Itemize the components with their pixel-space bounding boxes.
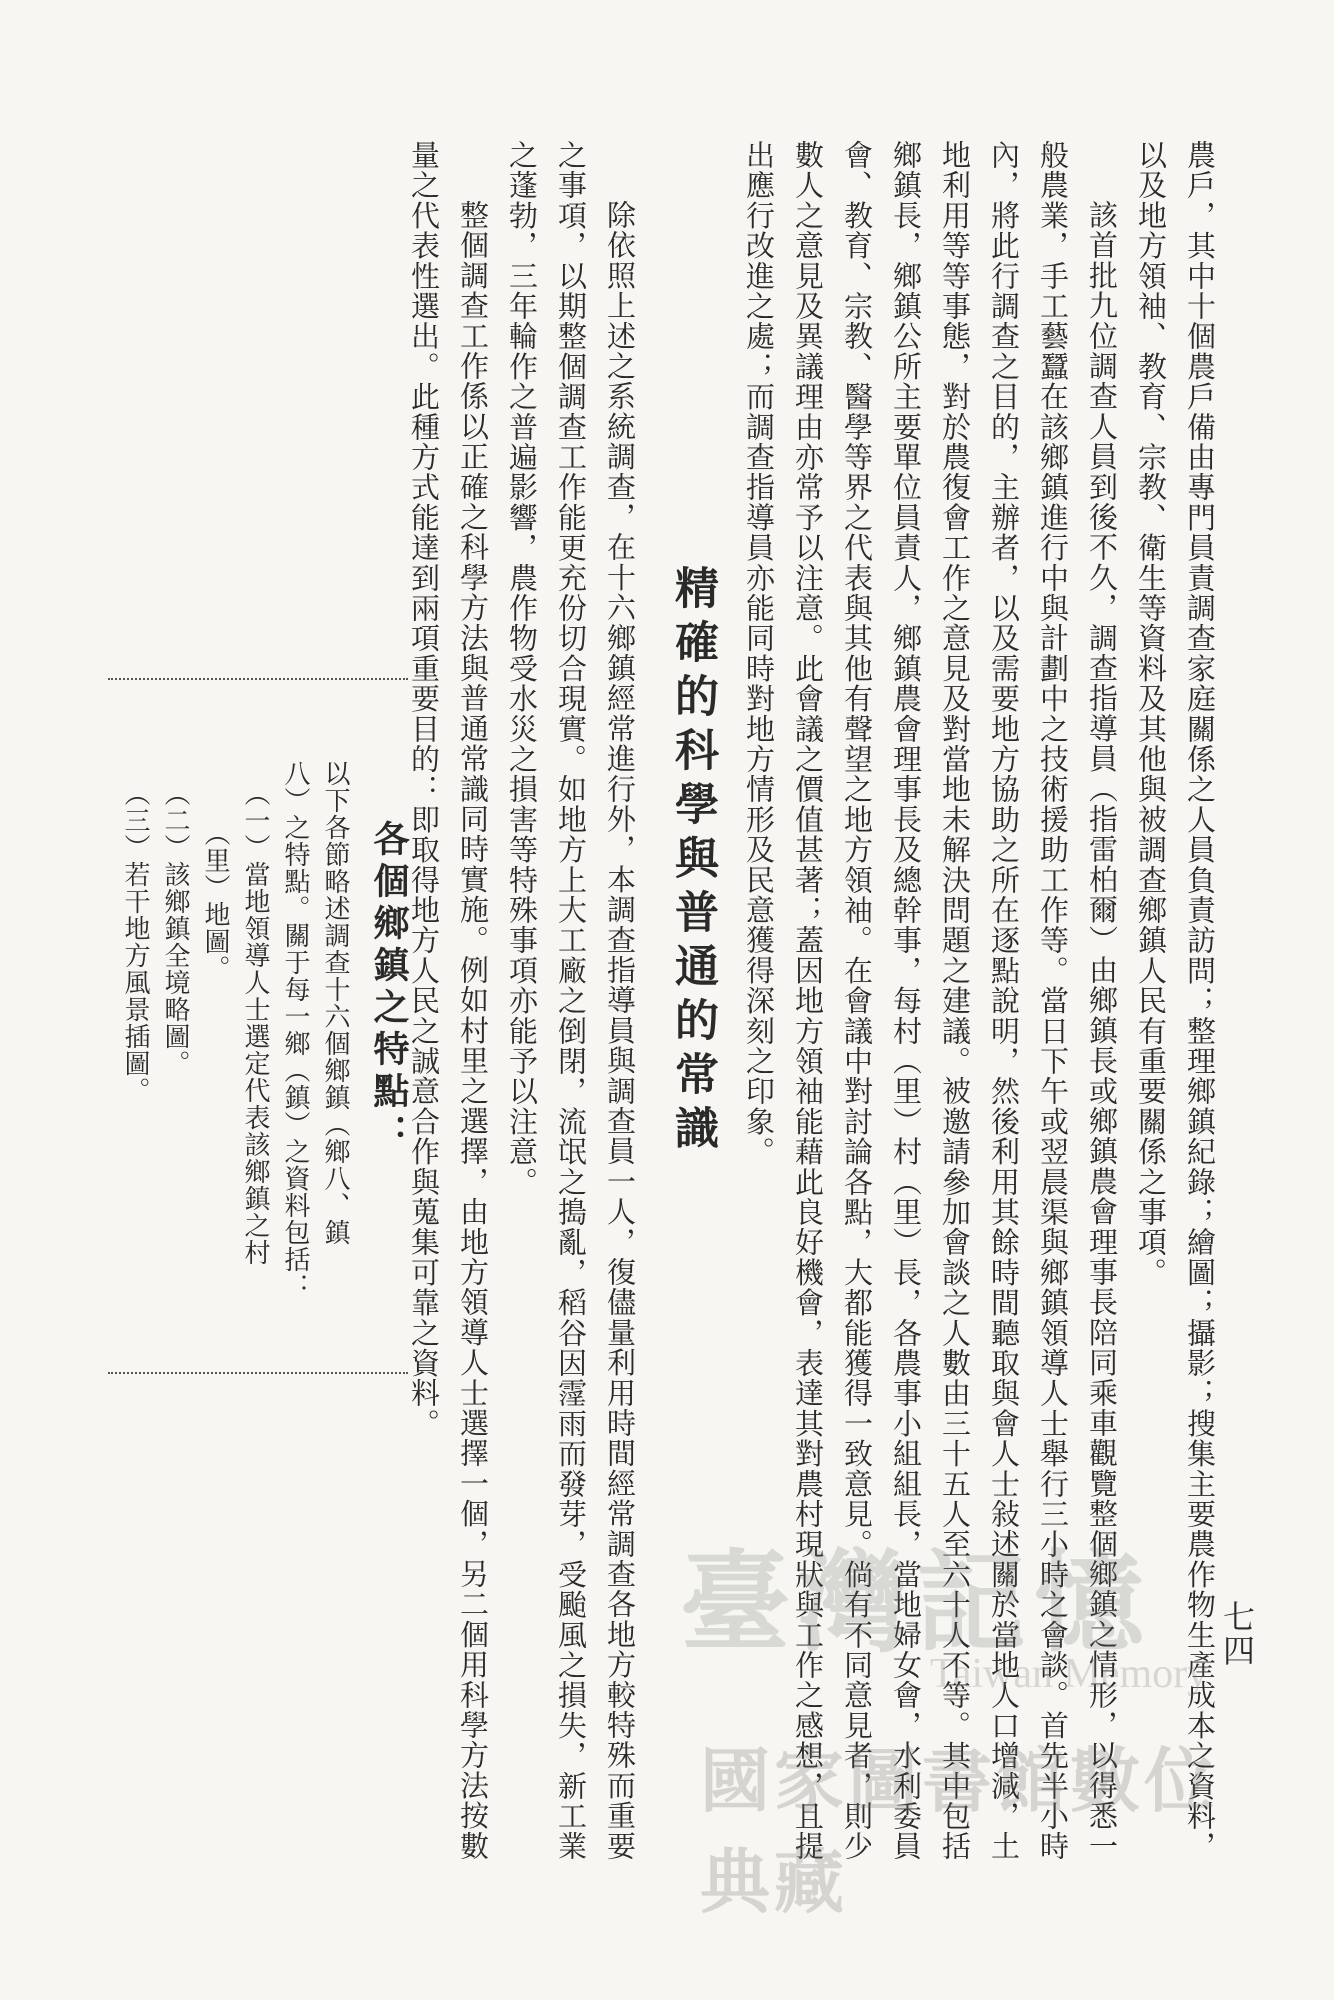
box-section: [95, 700, 415, 1370]
paragraph-3: [497, 140, 644, 1861]
intro-line-2: 以及地方領袖、教育、宗教、衛生等資料及其他與被調查鄉鎮人民有重要關係之事項。: [1134, 140, 1168, 1288]
box-line-6: [120, 760, 150, 1104]
watermark-english: Taiwan Memory: [930, 1651, 1209, 1697]
section-heading: 精確的科學與普通的常識: [667, 565, 718, 1159]
intro-paragraph: [1126, 140, 1224, 1861]
p3-line-1-text: 除依照上述之系統調查，在十六鄉鎮經常進行外，本調查指導員與調查員一人，復儘量利用時間經常調查各地方較特殊而重要: [603, 200, 637, 1861]
box-line-5: [160, 760, 190, 1077]
p2-line-2: 般農業，手工藝蠶在該鄉鎮進行中與計劃中之技術援助工作等。當日下午或翌晨渠與鄉鎮領導人士舉行三小時之會談。首先半小時: [1036, 140, 1070, 1862]
p3-line-1: [603, 140, 637, 1861]
p2-line-1-text: 該首批九位調查人員到後不久，調查指導員（指雷柏爾）由鄉鎮長或鄉鎮農會理事長陪同乘車觀覽整個鄉鎮之情形，以得悉一: [1085, 200, 1119, 1861]
watermark-library: 國家圖書館數位典藏: [700, 1740, 1218, 1923]
box-line-3: [240, 760, 270, 1266]
p2-line-5: 鄉鎮長，鄉鎮公所主要單位員責人，鄉鎮農會理事長及總幹事，每村（里）村（里）長，各農事小組組長，當地婦女會，水利委員: [889, 140, 923, 1862]
box-line-6-text: （三）若干地方風景插圖。: [120, 780, 150, 1104]
p4-line-1-text: 整個調查工作係以正確之科學方法與普通常識同時實施。例如村里之選擇，由地方領導人士選擇一個，另二個用科學方法按數: [456, 200, 490, 1861]
ornament-divider-bottom: [108, 1372, 408, 1384]
p2-line-4: 地利用等等事態，對於農復會工作之意見及對當地未解決問題之建議。被邀請參加會談之人數由三十五人至六十人不等。其中包括: [938, 140, 972, 1862]
p3-line-2: 之事項，以期整個調查工作能更充份切合現實。如地方上大工廠之倒閉，流氓之搗亂，稻谷因霪雨而發芽，受颱風之損失，新工業: [554, 140, 588, 1862]
box-line-2: 八）之特點。關于每一鄉（鎮）之資料包括：: [280, 760, 310, 1300]
intro-line-1: 農戶，其中十個農戶備由專門員責調查家庭關係之人員負責訪問；整理鄉鎮紀錄；繪圖；攝影；搜集主要農作物生產成本之資料，: [1183, 140, 1217, 1862]
p3-line-3: 之蓬勃，三年輪作之普遍影響，農作物受水災之損害等特殊事項亦能予以注意。: [505, 140, 539, 1197]
p2-line-8: 出應行改進之處；而調查指導員亦能同時對地方情形及民意獲得深刻之印象。: [742, 140, 776, 1167]
ornament-divider-top: [108, 678, 408, 690]
box-line-5-text: （二）該鄉鎮全境略圖。: [160, 780, 190, 1077]
box-line-3-text: （一）當地領導人士選定代表該鄉鎮之村: [240, 780, 270, 1266]
watermark-logo-text: 臺灣記憶: [680, 1538, 1152, 1667]
paragraph-2: [734, 140, 1126, 1861]
box-line-4-text: （里）地圖。: [200, 820, 230, 982]
p2-line-1: [1085, 140, 1119, 1861]
page-number: 七四: [1218, 1600, 1256, 1668]
p4-line-2: 量之代表性選出。此種方式能達到兩項重要目的：即取得地方人民之誠意合作與蒐集可靠之資料。: [407, 140, 441, 1439]
p2-line-6: 會、教育、宗教、醫學等界之代表與其他有聲望之地方領袖。在會議中對討論各點，大都能獲得一致意見。倘有不同意見者，則少: [840, 140, 874, 1862]
p2-line-7: 數人之意見及異議理由亦常予以注意。此會議之價值甚著；蓋因地方領袖能藉此良好機會，表達其對農村現狀與工作之感想，且提: [791, 140, 825, 1862]
p2-line-3: 內，將此行調查之目的，主辦者，以及需要地方協助之所在逐點說明，然後利用其餘時間聽取與會人士敍述關於當地人口增減，土: [987, 140, 1021, 1862]
p4-line-1: [456, 140, 490, 1861]
box-line-4: [200, 760, 230, 982]
box-line-1: 以下各節略述調查十六個鄉鎮（鄉八、鎮: [320, 760, 350, 1246]
box-body: [115, 760, 355, 1300]
box-title: 各個鄉鎮之特點：: [368, 820, 410, 1156]
